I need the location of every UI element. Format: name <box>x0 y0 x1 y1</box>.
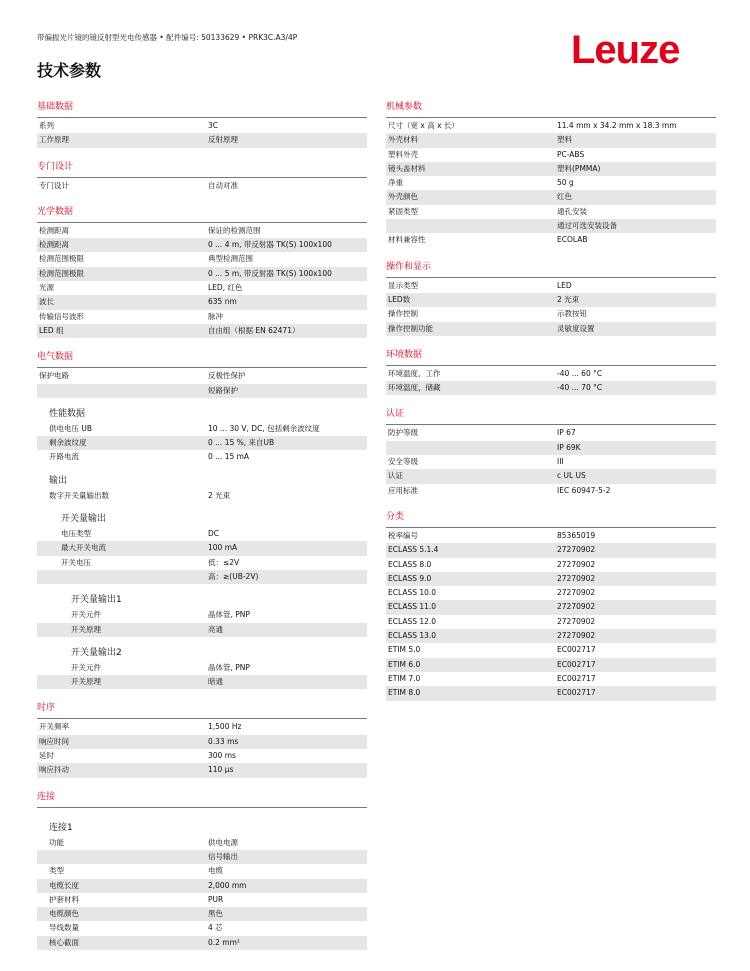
row-label: 保护电路 <box>39 371 69 381</box>
table-row <box>37 735 367 749</box>
row-label: 材料兼容性 <box>388 235 426 245</box>
row-value: 高：≥(UB-2V) <box>208 571 259 581</box>
row-value: EC002717 <box>557 688 596 698</box>
section-connection-1 <box>37 836 367 950</box>
row-value: 典型检测范围 <box>208 254 253 264</box>
row-value: 暗通 <box>208 677 223 687</box>
row-label: ETIM 6.0 <box>388 659 421 669</box>
table-row <box>386 629 716 643</box>
table-row <box>386 293 716 307</box>
row-label: 紧固类型 <box>388 206 418 216</box>
row-value: IP 69K <box>557 442 581 452</box>
row-label: 电压类型 <box>61 529 91 539</box>
row-value: -40 ... 70 °C <box>557 383 603 393</box>
row-value: IEC 60947-5-2 <box>557 485 611 495</box>
subsection-title: 性能数据 <box>49 408 86 419</box>
row-value: 300 ms <box>208 751 236 761</box>
table-row <box>386 279 716 293</box>
row-value: 信号输出 <box>208 851 238 861</box>
row-label: 开关电压 <box>61 557 91 567</box>
row-value: 2,000 mm <box>208 880 247 890</box>
row-label: 镜头盖材料 <box>388 163 426 173</box>
table-row <box>37 281 367 295</box>
row-label: 检测距离 <box>39 240 69 250</box>
row-label: 核心截面 <box>49 937 79 947</box>
row-value: 11.4 mm x 34.2 mm x 18.3 mm <box>557 121 677 130</box>
row-value: III <box>557 457 564 467</box>
table-row <box>37 119 367 133</box>
row-label: 开关原理 <box>71 677 101 687</box>
row-label: 剩余波纹度 <box>49 438 87 448</box>
table-row <box>37 850 367 864</box>
table-row <box>37 921 367 935</box>
row-label: ECLASS 11.0 <box>388 602 437 612</box>
row-label: ECLASS 8.0 <box>388 559 432 569</box>
row-value: LED, 红色 <box>208 283 243 293</box>
row-value: 2 光束 <box>208 490 231 500</box>
row-value: -40 ... 60 °C <box>557 368 603 378</box>
row-value: 自动对准 <box>208 180 238 190</box>
table-row <box>37 310 367 324</box>
table-row <box>37 907 367 921</box>
table-row <box>386 643 716 657</box>
row-label: 环境温度，工作 <box>388 368 441 378</box>
table-row <box>386 543 716 557</box>
row-value: 3C <box>208 121 219 130</box>
table-row <box>386 426 716 440</box>
row-value: 10 ... 30 V, DC, 包括剩余波纹度 <box>208 423 320 433</box>
row-value: 27270902 <box>557 631 596 641</box>
table-row <box>386 484 716 498</box>
table-row <box>386 572 716 586</box>
section-mechanical <box>386 119 716 248</box>
row-label: ETIM 7.0 <box>388 673 421 683</box>
table-row <box>37 527 367 541</box>
document-subtitle: 带偏振光片镜的镜反射型光电传感器 • 配件编号: 50133629 • PRK3C.A3/4P <box>37 33 298 42</box>
row-value: PUR <box>208 894 224 904</box>
table-row <box>386 322 716 336</box>
row-label: 响应抖动 <box>39 765 69 775</box>
table-row <box>37 295 367 309</box>
table-row <box>37 936 367 950</box>
section-outputs <box>37 489 367 503</box>
row-label: ECLASS 12.0 <box>388 616 437 626</box>
subsection-title: 连接1 <box>49 822 73 833</box>
table-row <box>37 489 367 503</box>
section-electrical <box>37 369 367 398</box>
subsection-title: 开关量输出1 <box>71 595 122 606</box>
row-value: 1,500 Hz <box>208 722 242 732</box>
row-value: 0.2 mm² <box>208 937 240 947</box>
row-value: 2 光束 <box>557 294 580 304</box>
table-row <box>37 720 367 734</box>
row-value: 低：≤2V <box>208 557 240 567</box>
table-row <box>37 623 367 637</box>
section-performance <box>37 422 367 465</box>
table-row <box>37 179 367 193</box>
row-label: 检测范围极限 <box>39 268 84 278</box>
row-label: 操作控制功能 <box>388 323 433 333</box>
table-row <box>386 441 716 455</box>
section-switch-output-1 <box>37 608 367 637</box>
row-label: LED数 <box>388 294 411 304</box>
row-label: ECLASS 5.1.4 <box>388 545 439 555</box>
row-label: ECLASS 10.0 <box>388 588 437 598</box>
table-row <box>386 219 716 233</box>
row-label: 传输信号波形 <box>39 311 84 321</box>
row-value: 50 g <box>557 178 574 188</box>
section-title: 电气数据 <box>37 350 367 368</box>
table-row <box>37 893 367 907</box>
row-value: 脉冲 <box>208 311 223 321</box>
table-row <box>37 608 367 622</box>
section-timing <box>37 720 367 777</box>
table-row <box>37 422 367 436</box>
row-value: 晶体管, PNP <box>208 662 250 672</box>
row-value: DC <box>208 529 220 539</box>
row-label: 导线数量 <box>49 923 79 933</box>
row-label: 开关频率 <box>39 722 69 732</box>
table-row <box>37 267 367 281</box>
table-row <box>386 367 716 381</box>
table-row <box>37 133 367 147</box>
row-label: ECLASS 9.0 <box>388 573 432 583</box>
row-label: 工作原理 <box>39 135 69 145</box>
row-value: 短路保护 <box>208 385 238 395</box>
section-title: 分类 <box>386 510 716 528</box>
table-row <box>37 224 367 238</box>
row-value: 0 ... 15 mA <box>208 452 250 462</box>
row-label: 功能 <box>49 837 64 847</box>
row-value: 自由组（根据 EN 62471） <box>208 325 300 335</box>
subsection-title: 输出 <box>49 475 68 486</box>
table-row <box>37 570 367 584</box>
table-row <box>386 162 716 176</box>
row-value: EC002717 <box>557 673 596 683</box>
table-row <box>37 324 367 338</box>
row-label: 检测距离 <box>39 225 69 235</box>
row-value: 通孔安装 <box>557 206 587 216</box>
row-value: 塑料 <box>557 135 572 145</box>
table-row <box>37 450 367 464</box>
row-label: 开关元件 <box>71 610 101 620</box>
section-title: 时序 <box>37 701 367 719</box>
section-title: 认证 <box>386 407 716 425</box>
row-label: ETIM 8.0 <box>388 688 421 698</box>
row-label: 供电电压 UB <box>49 423 93 433</box>
row-label <box>37 850 206 864</box>
row-value: 亮通 <box>208 624 223 634</box>
table-row <box>37 369 367 383</box>
row-value: 100 mA <box>208 543 238 553</box>
section-environment <box>386 367 716 396</box>
section-switch-output-2 <box>37 661 367 690</box>
row-value: 保证的检测范围 <box>208 225 261 235</box>
table-row <box>386 615 716 629</box>
section-basic <box>37 119 367 148</box>
row-label: 类型 <box>49 866 64 876</box>
row-value: 27270902 <box>557 616 596 626</box>
table-row <box>37 541 367 555</box>
row-value: 27270902 <box>557 602 596 612</box>
table-row <box>37 238 367 252</box>
table-row <box>386 148 716 162</box>
row-label: 认证 <box>388 471 403 481</box>
row-label: 延时 <box>39 751 54 761</box>
row-value: 电缆 <box>208 866 223 876</box>
section-title: 机械参数 <box>386 100 716 118</box>
row-value: 27270902 <box>557 545 596 555</box>
table-row <box>386 119 716 133</box>
section-special <box>37 179 367 193</box>
section-title: 连接 <box>37 790 367 808</box>
table-row <box>386 600 716 614</box>
table-row <box>386 176 716 190</box>
table-row <box>386 455 716 469</box>
row-label: ECLASS 13.0 <box>388 631 437 641</box>
row-value: 通过可选安装设备 <box>557 221 617 231</box>
row-label: 数字开关量输出数 <box>49 490 109 500</box>
row-label: 电缆长度 <box>49 880 79 890</box>
row-label: 电缆颜色 <box>49 909 79 919</box>
row-label: 应用标准 <box>388 485 418 495</box>
row-label: 安全等级 <box>388 457 418 467</box>
table-row <box>386 307 716 321</box>
row-value: EC002717 <box>557 645 596 655</box>
row-label: 开关元件 <box>71 662 101 672</box>
row-label: 开路电流 <box>49 452 79 462</box>
row-value: 反极性保护 <box>208 371 246 381</box>
row-label: 外壳材料 <box>388 135 418 145</box>
row-label: LED 组 <box>39 325 64 335</box>
table-row <box>37 763 367 777</box>
row-label: 塑料外壳 <box>388 149 418 159</box>
row-value: ECOLAB <box>557 235 588 245</box>
row-value: 85365019 <box>557 530 596 540</box>
section-title: 专门设计 <box>37 160 367 178</box>
table-row <box>37 836 367 850</box>
page-title: 技术参数 <box>37 61 102 80</box>
left-column <box>37 100 367 950</box>
section-title: 光学数据 <box>37 205 367 223</box>
section-optical <box>37 224 367 338</box>
row-value: 晶体管, PNP <box>208 610 250 620</box>
table-row <box>37 675 367 689</box>
table-row <box>386 686 716 700</box>
section-switch-output <box>37 527 367 584</box>
row-label: 尺寸（宽 x 高 x 长） <box>388 121 459 130</box>
row-label: 波长 <box>39 297 54 307</box>
row-value: 灵敏度设置 <box>557 323 595 333</box>
row-label <box>37 570 206 584</box>
row-value: IP 67 <box>557 428 576 438</box>
table-row <box>37 879 367 893</box>
row-label: 护套材料 <box>49 894 79 904</box>
section-certification <box>386 426 716 497</box>
table-row <box>386 586 716 600</box>
table-row <box>37 436 367 450</box>
table-row <box>37 384 367 398</box>
section-operation <box>386 279 716 336</box>
table-row <box>386 233 716 247</box>
row-label <box>37 384 206 398</box>
table-row <box>386 558 716 572</box>
table-row <box>37 556 367 570</box>
row-value: PC-ABS <box>557 149 585 159</box>
table-row <box>386 672 716 686</box>
row-value: 供电电源 <box>208 837 238 847</box>
row-label: 防护等级 <box>388 428 418 438</box>
right-column <box>386 100 716 701</box>
table-row <box>37 661 367 675</box>
row-value: 110 µs <box>208 765 234 775</box>
row-value: 0 ... 5 m, 带反射器 TK(S) 100x100 <box>208 268 332 278</box>
section-title: 操作和显示 <box>386 260 716 278</box>
row-value: 红色 <box>557 192 572 202</box>
row-value: 塑料(PMMA) <box>557 163 601 173</box>
row-value: c UL US <box>557 471 586 481</box>
row-value: LED <box>557 280 572 290</box>
subsection-title: 开关量输出2 <box>71 647 122 658</box>
row-value: 反射原理 <box>208 135 238 145</box>
table-row <box>386 529 716 543</box>
row-value: 635 nm <box>208 297 237 307</box>
row-label <box>386 219 555 233</box>
row-label: 环境温度，储藏 <box>388 383 441 393</box>
table-row <box>386 469 716 483</box>
row-value: 27270902 <box>557 559 596 569</box>
table-row <box>37 749 367 763</box>
row-value: 0 ... 15 %, 来自UB <box>208 438 275 448</box>
table-row <box>386 190 716 204</box>
table-row <box>386 381 716 395</box>
row-value: 示教按钮 <box>557 309 587 319</box>
row-value: 0 ... 4 m, 带反射器 TK(S) 100x100 <box>208 240 332 250</box>
row-label: 最大开关电流 <box>61 543 106 553</box>
row-value: 黑色 <box>208 909 223 919</box>
row-label: 响应时间 <box>39 736 69 746</box>
row-label: 税率编号 <box>388 530 418 540</box>
row-label: 光源 <box>39 283 54 293</box>
row-value: 0.33 ms <box>208 736 239 746</box>
row-label: 系列 <box>39 121 54 130</box>
leuze-logo: Leuze <box>571 28 680 72</box>
row-label: 显示类型 <box>388 280 418 290</box>
row-label: 操作控制 <box>388 309 418 319</box>
row-label: 净重 <box>388 178 403 188</box>
row-value: EC002717 <box>557 659 596 669</box>
row-label: 检测范围极限 <box>39 254 84 264</box>
row-value: 27270902 <box>557 573 596 583</box>
table-row <box>37 252 367 266</box>
table-row <box>37 864 367 878</box>
row-label: 外壳颜色 <box>388 192 418 202</box>
row-label: ETIM 5.0 <box>388 645 421 655</box>
table-row <box>386 133 716 147</box>
row-label: 开关原理 <box>71 624 101 634</box>
section-title: 环境数据 <box>386 348 716 366</box>
table-row <box>386 205 716 219</box>
table-row <box>386 658 716 672</box>
row-value: 4 芯 <box>208 923 223 933</box>
subsection-title: 开关量输出 <box>61 514 107 525</box>
section-title: 基础数据 <box>37 100 367 118</box>
row-value: 27270902 <box>557 588 596 598</box>
section-classification <box>386 529 716 701</box>
row-label: 专门设计 <box>39 180 69 190</box>
row-label <box>386 441 555 455</box>
